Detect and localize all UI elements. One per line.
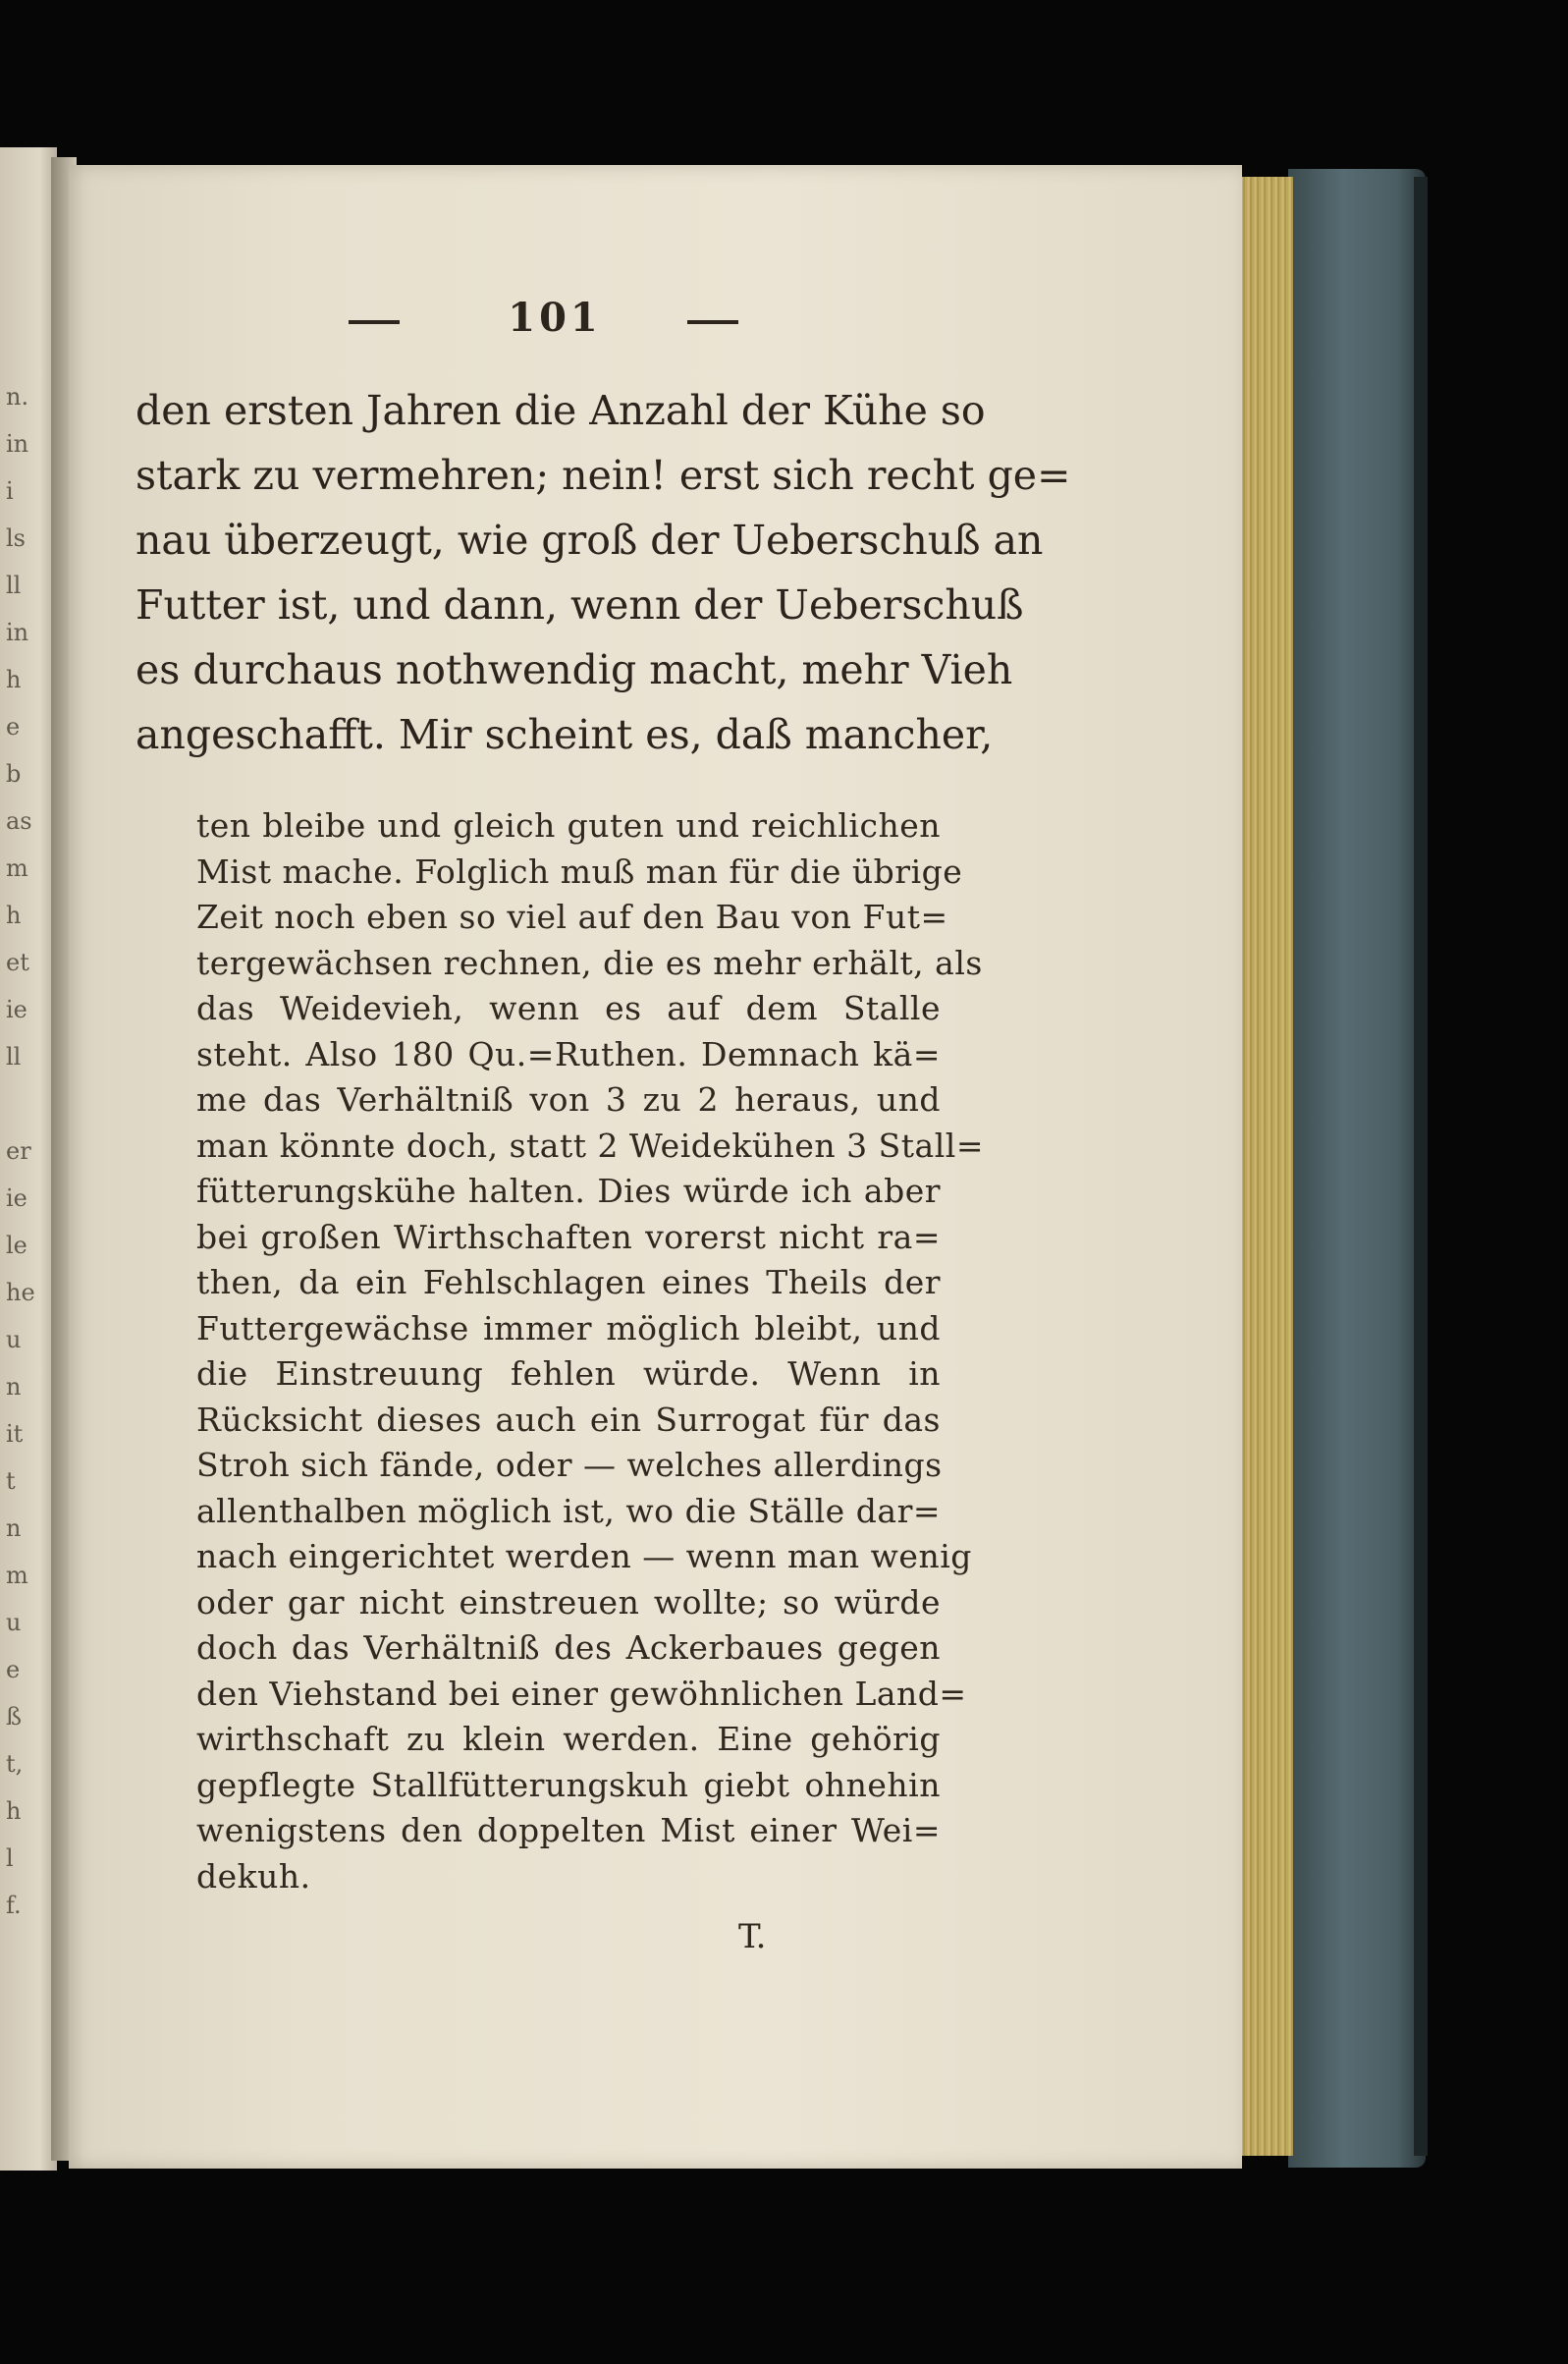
facing-page-fragment: n	[6, 1373, 22, 1401]
facing-page-fragment: ll	[6, 572, 22, 599]
footnote-line: wirthschaft zu klein werden. Eine gehörig	[196, 1720, 941, 1758]
facing-page-fragment: ie	[6, 996, 27, 1023]
facing-page-fragment: et	[6, 949, 29, 976]
footnote-line: bei großen Wirthschaften vorerst nicht ra=	[196, 1217, 941, 1256]
footnote-line: then, da ein Fehlschlagen eines Theils der	[196, 1263, 941, 1301]
facing-page-fragment: i	[6, 477, 14, 505]
facing-page-fragment: u	[6, 1326, 22, 1353]
header-dash-left	[349, 320, 400, 324]
footnote-line: Futtergewächse immer möglich bleibt, und	[196, 1308, 941, 1347]
facing-page-fragment: b	[6, 760, 22, 788]
footnote-line: Stroh sich fände, oder — welches allerdings	[196, 1446, 943, 1484]
text-line: nau überzeugt, wie groß der Ueberschuß an	[135, 517, 1044, 564]
facing-page-fragment: n	[6, 1514, 22, 1542]
text-line: Futter ist, und dann, wenn der Ueberschuß	[135, 581, 1024, 629]
header-dash-right	[687, 320, 738, 324]
facing-page-fragment: u	[6, 1609, 22, 1636]
footnote-block	[196, 803, 984, 1899]
facing-page-fragment: it	[6, 1420, 24, 1448]
facing-page-fragment: m	[6, 1562, 28, 1589]
facing-page-fragment: f.	[6, 1892, 22, 1919]
facing-page-fragment: in	[6, 430, 29, 458]
footnote-line: den Viehstand bei einer gewöhnlichen Land=	[196, 1674, 967, 1713]
facing-page-fragment: h	[6, 1797, 22, 1825]
footnote-line: gepflegte Stallfütterungskuh giebt ohnehin	[196, 1765, 941, 1804]
footnote-line: me das Verhältniß von 3 zu 2 heraus, und	[196, 1080, 941, 1119]
footnote-line: man könnte doch, statt 2 Weidekühen 3 Stall=	[196, 1126, 984, 1165]
text-line: stark zu vermehren; nein! erst sich recht ge=	[135, 452, 1071, 499]
facing-page	[0, 147, 57, 2171]
footnote-signature: T.	[738, 1917, 767, 1956]
facing-page-fragment: n.	[6, 383, 29, 411]
footnote-line: Mist mache. Folglich muß man für die übrige	[196, 852, 963, 891]
facing-page-fragment: e	[6, 1656, 21, 1683]
facing-page-fragment: e	[6, 713, 21, 741]
text-line: es durchaus nothwendig macht, mehr Vieh	[135, 646, 1013, 693]
footnote-line: fütterungskühe halten. Dies würde ich aber	[196, 1172, 941, 1210]
footnote-line: Zeit noch eben so viel auf den Bau von Fut=	[196, 898, 948, 936]
text-line: angeschafft. Mir scheint es, daß mancher,	[135, 711, 994, 758]
footnote-line: ten bleibe und gleich guten und reichlichen	[196, 806, 941, 845]
facing-page-fragment: h	[6, 902, 22, 929]
footnote-line: steht. Also 180 Qu.=Ruthen. Demnach kä=	[196, 1034, 941, 1073]
facing-page-fragment: m	[6, 854, 28, 882]
footnote-line: allenthalben möglich ist, wo die Ställe dar=	[196, 1491, 941, 1530]
facing-page-fragment: ll	[6, 1043, 22, 1071]
footnote-line: wenigstens den doppelten Mist einer Wei=	[196, 1811, 941, 1849]
book-cover	[1288, 169, 1426, 2168]
footnote-line: oder gar nicht einstreuen wollte; so würde	[196, 1582, 941, 1622]
facing-page-fragment: as	[6, 807, 32, 835]
gilded-page-edges	[1239, 177, 1293, 2156]
footnote-line: tergewächsen rechnen, die es mehr erhält, als	[196, 943, 983, 982]
text-line: den ersten Jahren die Anzahl der Kühe so	[135, 387, 986, 434]
page-header	[349, 295, 741, 354]
facing-page-fragment	[6, 1080, 45, 1127]
footnote-line: dekuh.	[196, 1856, 311, 1896]
footnote-line: Rücksicht dieses auch ein Surrogat für das	[196, 1400, 941, 1439]
facing-page-fragment: ß	[6, 1703, 23, 1731]
footnote-line: die Einstreuung fehlen würde. Wenn in	[196, 1354, 941, 1393]
book-cover-edge	[1414, 177, 1428, 2156]
facing-page-fragment: le	[6, 1232, 27, 1259]
facing-page-fragment: he	[6, 1279, 35, 1306]
footnote-line: das Weidevieh, wenn es auf dem Stalle	[196, 989, 941, 1027]
facing-page-fragment: ls	[6, 524, 26, 552]
main-text-block	[135, 378, 1071, 767]
facing-page-fragment: t,	[6, 1750, 24, 1778]
facing-page-fragment: t	[6, 1467, 16, 1495]
facing-page-text	[6, 373, 45, 1929]
facing-page-fragment: in	[6, 619, 29, 646]
facing-page-fragment: er	[6, 1137, 31, 1165]
facing-page-fragment: h	[6, 666, 22, 693]
page-number: 101	[508, 295, 602, 341]
footnote-line: nach eingerichtet werden — wenn man wenig	[196, 1537, 972, 1575]
facing-page-fragment: l	[6, 1844, 14, 1872]
footnote-line: doch das Verhältniß des Ackerbaues gegen	[196, 1628, 941, 1667]
facing-page-fragment: ie	[6, 1184, 27, 1212]
